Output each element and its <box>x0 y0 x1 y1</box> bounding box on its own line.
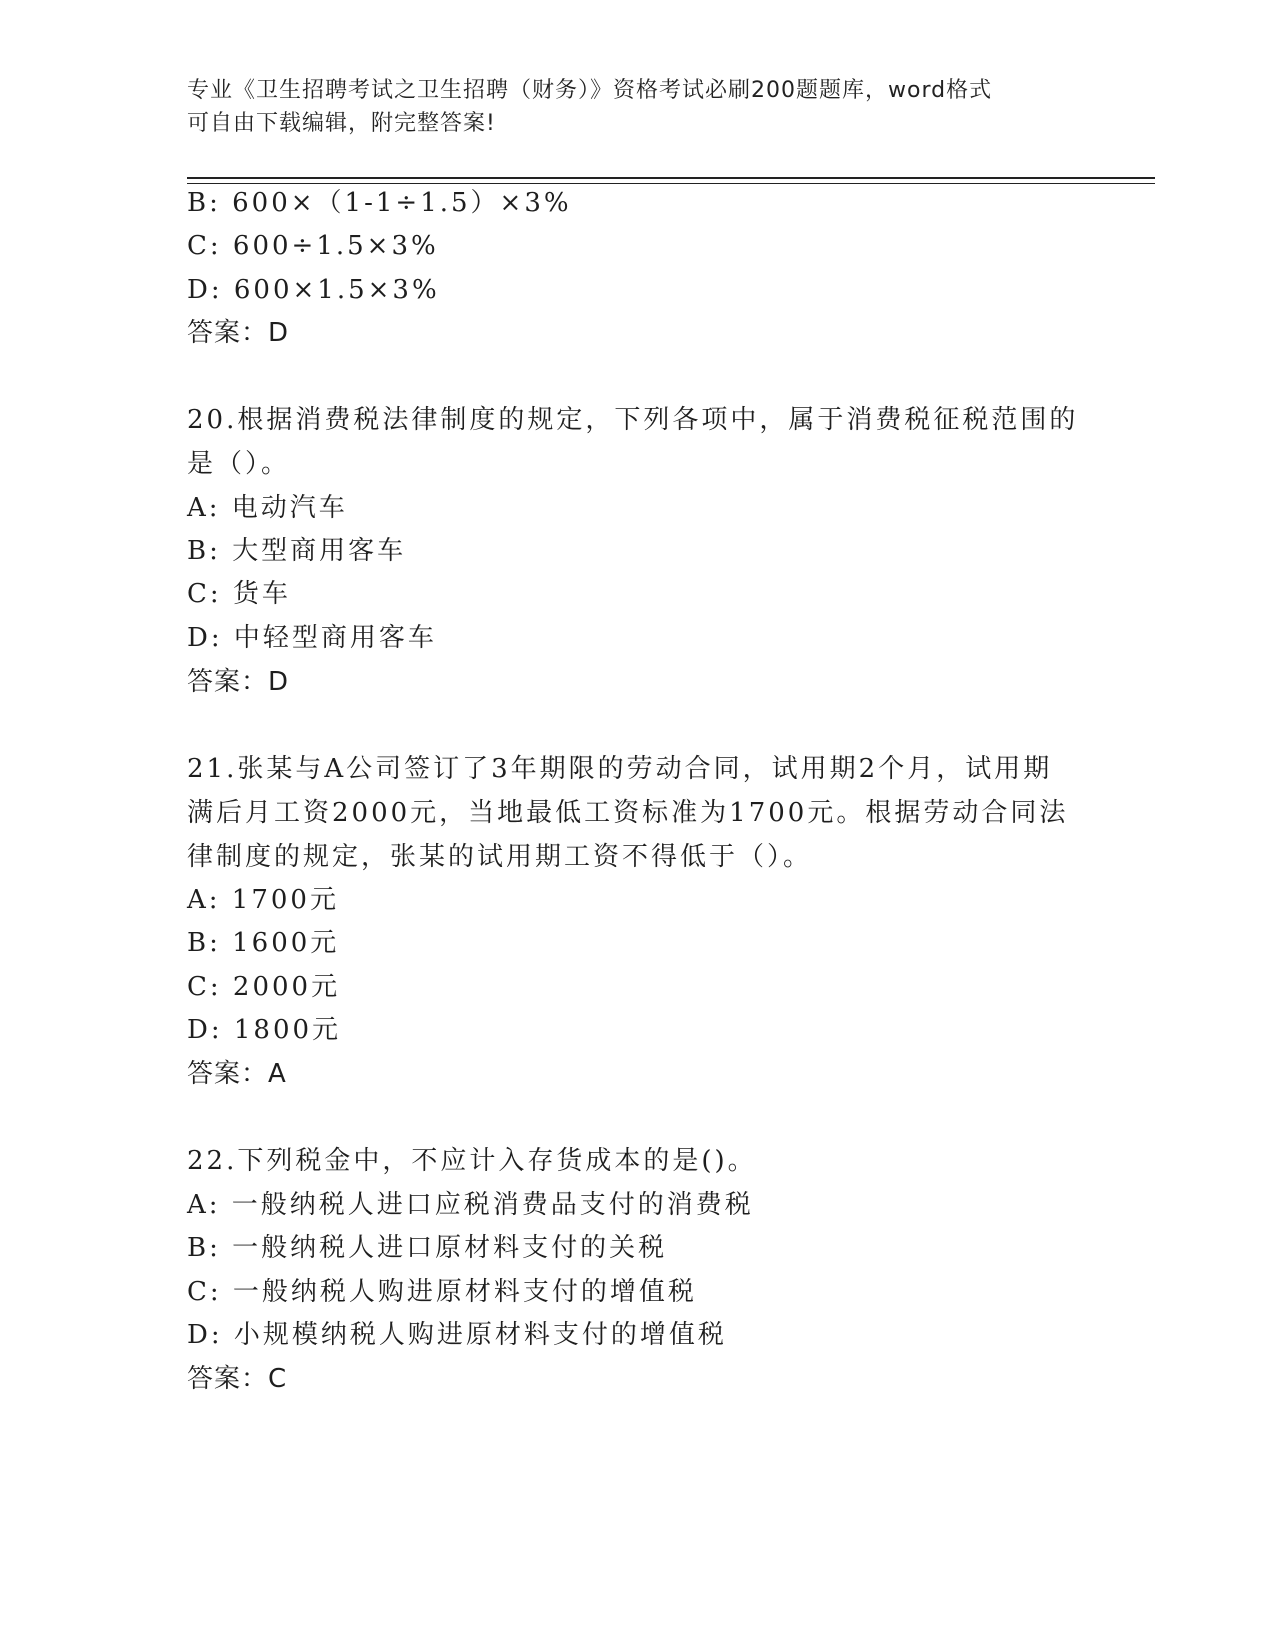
q20-option-a: A: 电动汽车 <box>187 493 348 523</box>
q22-option-d: D: 小规模纳税人购进原材料支付的增值税 <box>187 1320 727 1350</box>
q21-stem-line3: 律制度的规定，张某的试用期工资不得低于（）。 <box>187 842 813 872</box>
q19-answer: 答案：D <box>187 318 290 348</box>
q19-option-b: B: 600×（1-1÷1.5）×3% <box>187 188 572 218</box>
q22-option-a: A: 一般纳税人进口应税消费品支付的消费税 <box>187 1190 754 1220</box>
q22-option-c: C: 一般纳税人购进原材料支付的增值税 <box>187 1277 697 1307</box>
q19-option-c: C: 600÷1.5×3% <box>187 231 439 261</box>
q21-answer: 答案：A <box>187 1059 287 1089</box>
q20-stem-line2: 是（）。 <box>187 449 291 479</box>
header-divider <box>187 177 1155 179</box>
q21-option-a: A: 1700元 <box>187 885 339 915</box>
q21-option-b: B: 1600元 <box>187 928 340 958</box>
q21-option-c: C: 2000元 <box>187 972 341 1002</box>
header-divider-thin <box>187 183 1155 184</box>
q19-option-d: D: 600×1.5×3% <box>187 275 440 305</box>
header-title-line2: 可自由下载编辑，附完整答案! <box>187 111 496 136</box>
q22-stem-line1: 22.下列税金中，不应计入存货成本的是()。 <box>187 1146 757 1176</box>
header-title-line1: 专业《卫生招聘考试之卫生招聘（财务）》资格考试必刷200题题库，word格式 <box>187 78 993 103</box>
q20-answer: 答案：D <box>187 667 290 697</box>
q22-option-b: B: 一般纳税人进口原材料支付的关税 <box>187 1233 668 1263</box>
q21-stem-line1: 21.张某与A公司签订了3年期限的劳动合同，试用期2个月，试用期 <box>187 754 1053 784</box>
q20-stem-line1: 20.根据消费税法律制度的规定，下列各项中，属于消费税征税范围的 <box>187 405 1079 435</box>
q22-answer: 答案：C <box>187 1364 288 1394</box>
q20-option-b: B: 大型商用客车 <box>187 536 407 566</box>
document-header <box>187 74 1067 140</box>
q21-option-d: D: 1800元 <box>187 1015 342 1045</box>
q21-stem-line2: 满后月工资2000元，当地最低工资标准为1700元。根据劳动合同法 <box>187 798 1069 828</box>
q20-option-d: D: 中轻型商用客车 <box>187 623 437 653</box>
q20-option-c: C: 货车 <box>187 579 291 609</box>
